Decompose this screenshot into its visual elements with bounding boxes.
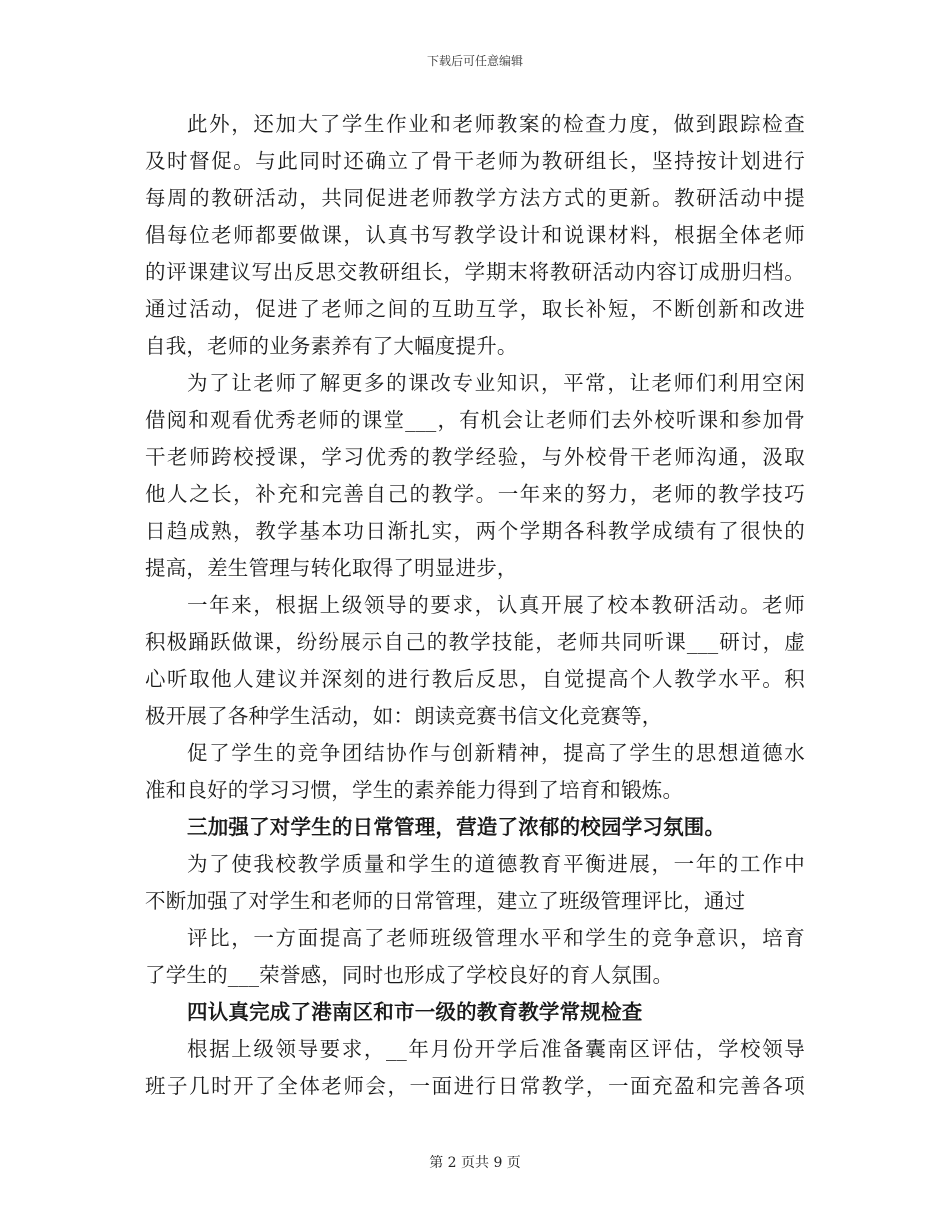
text-line: 倡每位老师都要做课，认真书写教学设计和说课材料，根据全体老师 xyxy=(145,223,805,247)
text-line: 为了让老师了解更多的课改专业知识，平常，让老师们利用空闲 xyxy=(187,371,805,395)
text-line: 准和良好的学习习惯，学生的素养能力得到了培育和锻炼。 xyxy=(145,778,684,802)
text-line: 心听取他人建议并深刻的进行教后反思，自觉提高个人教学水平。积 xyxy=(145,667,805,691)
text-line: 他人之长，补充和完善自己的教学。一年来的努力，老师的教学技巧 xyxy=(145,482,805,506)
text-line: 评比，一方面提高了老师班级管理水平和学生的竞争意识，培育 xyxy=(187,926,805,950)
text-line: 了学生的___荣誉感，同时也形成了学校良好的育人氛围。 xyxy=(145,963,674,987)
text-line: 极开展了各种学生活动，如：朗读竞赛书信文化竞赛等， xyxy=(145,704,663,728)
text-line: 班子几时开了全体老师会，一面进行日常教学，一面充盈和完善各项 xyxy=(145,1074,805,1098)
text-line: 每周的教研活动，共同促进老师教学方法方式的更新。教研活动中提 xyxy=(145,186,805,210)
text-line: 促了学生的竞争团结协作与创新精神，提高了学生的思想道德水 xyxy=(187,741,805,765)
text-line: 通过活动，促进了老师之间的互助互学，取长补短，不断创新和改进 xyxy=(145,297,805,321)
text-line: 的评课建议写出反思交教研组长，学期末将教研活动内容订成册归档。 xyxy=(145,260,805,284)
page-header: 下载后可任意编辑 xyxy=(426,54,523,68)
text-line: 及时督促。与此同时还确立了骨干老师为教研组长，坚持按计划进行 xyxy=(145,149,805,173)
section-heading: 三加强了对学生的日常管理，营造了浓郁的校园学习氛围。 xyxy=(187,815,726,839)
text-line: 自我，老师的业务素养有了大幅度提升。 xyxy=(145,334,518,358)
document-body xyxy=(145,106,805,1105)
text-line: 积极踊跃做课，纷纷展示自己的教学技能，老师共同听课___研讨，虚 xyxy=(145,630,805,654)
text-line: 根据上级领导要求，__年月份开学后准备囊南区评估，学校领导 xyxy=(187,1037,805,1061)
text-line: 借阅和观看优秀老师的课堂___，有机会让老师们去外校听课和参加骨 xyxy=(145,408,805,432)
text-line: 为了使我校教学质量和学生的道德教育平衡进展，一年的工作中 xyxy=(187,852,805,876)
text-line: 不断加强了对学生和老师的日常管理，建立了班级管理评比，通过 xyxy=(145,889,746,913)
text-line: 干老师跨校授课，学习优秀的教学经验，与外校骨干老师沟通，汲取 xyxy=(145,445,805,469)
section-heading: 四认真完成了港南区和市一级的教育教学常规检查 xyxy=(187,1000,643,1024)
text-line: 此外，还加大了学生作业和老师教案的检查力度，做到跟踪检查 xyxy=(187,112,805,136)
text-line: 提高，差生管理与转化取得了明显进步， xyxy=(145,556,518,580)
page-footer: 第 2 页共 9 页 xyxy=(429,1155,521,1171)
text-line: 一年来，根据上级领导的要求，认真开展了校本教研活动。老师 xyxy=(187,593,805,617)
text-line: 日趋成熟，教学基本功日渐扎实，两个学期各科教学成绩有了很快的 xyxy=(145,519,805,543)
